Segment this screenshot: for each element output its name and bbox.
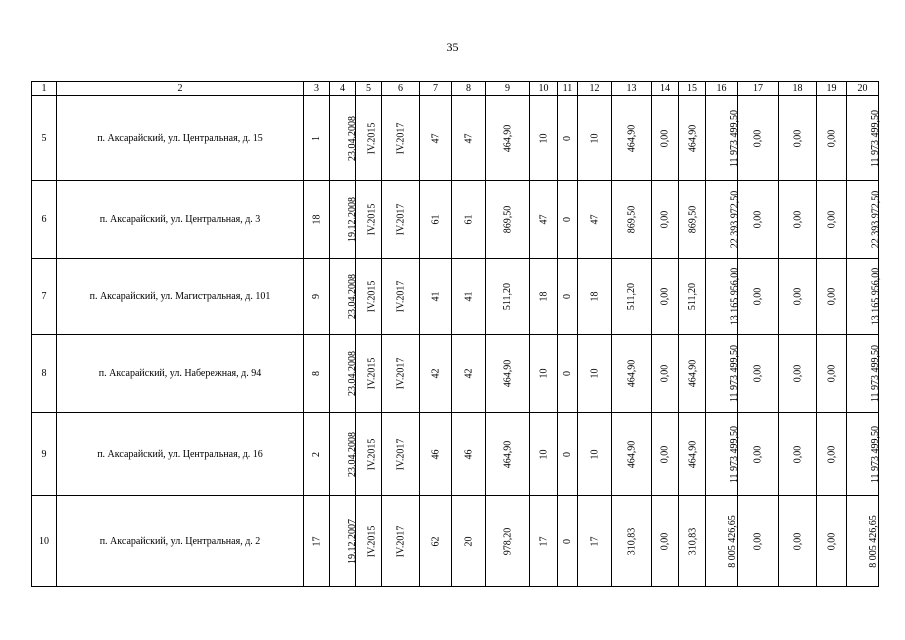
table-cell — [578, 413, 612, 496]
table-cell — [612, 413, 652, 496]
cell-value: 47 — [538, 214, 549, 225]
cell-value: 0 — [562, 217, 573, 222]
cell-value: 0,00 — [659, 129, 671, 147]
column-header: 6 — [382, 82, 420, 96]
table-cell — [847, 496, 879, 587]
table-cell — [420, 335, 452, 413]
cell-value: 0 — [562, 538, 573, 544]
cell-value: 0,00 — [792, 364, 803, 383]
cell-value: 8 005 426,65 — [726, 514, 738, 568]
address-cell: п. Аксарайский, ул. Магистральная, д. 101 — [57, 259, 304, 335]
table-cell — [382, 259, 420, 335]
table-cell — [330, 496, 356, 587]
table-cell — [779, 259, 817, 335]
table-cell — [356, 413, 382, 496]
cell-value: 0,00 — [659, 287, 671, 306]
cell-value: 20 — [463, 536, 474, 546]
cell-value: 464,90 — [502, 440, 513, 468]
cell-value: IV.2015 — [366, 438, 378, 470]
table-cell — [738, 259, 779, 335]
table-row — [32, 413, 879, 496]
cell-value: 18 — [589, 291, 600, 302]
cell-value: IV.2015 — [366, 280, 378, 313]
cell-value: 0 — [562, 135, 573, 141]
table-cell — [578, 181, 612, 259]
data-table — [31, 81, 882, 587]
cell-value: 0,00 — [826, 445, 837, 463]
row-number-cell: 8 — [32, 335, 57, 413]
cell-value: IV.2017 — [394, 122, 406, 154]
table-cell — [420, 96, 452, 181]
cell-value: 42 — [430, 368, 441, 379]
column-header: 9 — [486, 82, 530, 96]
cell-value: 0 — [562, 451, 573, 457]
address-cell: п. Аксарайский, ул. Центральная, д. 15 — [57, 96, 304, 181]
cell-value: 17 — [589, 536, 600, 546]
cell-value: 0,00 — [659, 445, 671, 463]
cell-value: 13 165 956,00 — [870, 267, 882, 326]
cell-value: 464,90 — [687, 124, 699, 152]
column-header: 5 — [356, 82, 382, 96]
address-cell: п. Аксарайский, ул. Центральная, д. 16 — [57, 413, 304, 496]
table-cell — [304, 413, 330, 496]
column-header: 17 — [738, 82, 779, 96]
table-cell — [706, 96, 741, 181]
table-cell — [578, 259, 612, 335]
table-cell — [452, 496, 486, 587]
table-cell — [382, 335, 420, 413]
cell-value: 19.12.2008 — [347, 197, 358, 242]
column-header: 14 — [652, 82, 679, 96]
cell-value: 0,00 — [792, 445, 803, 463]
cell-value: 18 — [311, 214, 322, 225]
table-cell — [330, 335, 356, 413]
cell-value: IV.2015 — [366, 122, 378, 154]
cell-value: 47 — [430, 133, 441, 143]
table-cell — [779, 96, 817, 181]
table-cell — [558, 496, 578, 587]
row-number-cell: 7 — [32, 259, 57, 335]
table-cell — [382, 413, 420, 496]
table-cell — [452, 181, 486, 259]
table-cell — [420, 496, 452, 587]
cell-value: 11 973 499,50 — [729, 109, 741, 167]
table-cell — [779, 496, 817, 587]
table-cell — [356, 259, 382, 335]
table-cell — [652, 335, 679, 413]
table-cell — [652, 413, 679, 496]
table-cell — [817, 413, 847, 496]
table-cell — [558, 413, 578, 496]
table-cell — [356, 181, 382, 259]
table-cell — [817, 496, 847, 587]
cell-value: 47 — [589, 214, 600, 225]
column-header: 10 — [530, 82, 558, 96]
cell-value: IV.2017 — [394, 357, 406, 390]
cell-value: 62 — [430, 536, 441, 546]
cell-value: IV.2015 — [366, 357, 378, 390]
cell-value: 1 — [311, 135, 322, 141]
cell-value: 11 973 499,50 — [729, 425, 741, 483]
table-cell — [578, 96, 612, 181]
table-cell — [304, 496, 330, 587]
cell-value: 11 973 499,50 — [870, 344, 882, 403]
cell-value: 8 005 426,65 — [867, 514, 879, 568]
table-cell — [652, 496, 679, 587]
cell-value: 0,00 — [752, 532, 764, 550]
table-cell — [530, 181, 558, 259]
table-cell — [578, 496, 612, 587]
table-cell — [679, 335, 706, 413]
table-cell — [847, 96, 882, 181]
cell-value: 511,20 — [687, 282, 699, 311]
cell-value: 0 — [562, 294, 573, 299]
table-cell — [382, 181, 420, 259]
column-header: 8 — [452, 82, 486, 96]
column-header: 16 — [706, 82, 738, 96]
cell-value: 310,83 — [626, 527, 637, 555]
table-cell — [452, 259, 486, 335]
table-cell — [847, 413, 882, 496]
table-cell — [817, 335, 847, 413]
table-cell — [652, 96, 679, 181]
table-cell — [578, 335, 612, 413]
cell-value: 0,00 — [826, 287, 837, 306]
table-cell — [356, 335, 382, 413]
table-cell — [817, 96, 847, 181]
table-cell — [486, 496, 530, 587]
table-cell — [706, 413, 741, 496]
cell-value: 22 393 972,50 — [870, 190, 882, 249]
cell-value: 19.12.2007 — [347, 518, 358, 564]
table-cell — [486, 259, 530, 335]
cell-value: 41 — [430, 291, 441, 302]
cell-value: 978,20 — [502, 527, 513, 555]
table-cell — [817, 181, 847, 259]
column-header: 7 — [420, 82, 452, 96]
table-cell — [679, 181, 706, 259]
table-cell — [706, 496, 738, 587]
cell-value: 23.04.2008 — [347, 115, 358, 161]
table-cell — [847, 259, 882, 335]
cell-value: 0,00 — [792, 129, 803, 147]
table-cell — [612, 496, 652, 587]
cell-value: 0,00 — [826, 532, 837, 550]
cell-value: 42 — [463, 368, 474, 379]
cell-value: 464,90 — [626, 359, 637, 388]
table-cell — [679, 496, 706, 587]
column-header: 11 — [558, 82, 578, 96]
cell-value: 17 — [311, 536, 322, 546]
table-row — [32, 335, 879, 413]
address-cell: п. Аксарайский, ул. Центральная, д. 2 — [57, 496, 304, 587]
table-cell — [779, 413, 817, 496]
table-cell — [706, 335, 741, 413]
table-cell — [420, 413, 452, 496]
cell-value: 0,00 — [752, 287, 764, 306]
cell-value: 869,50 — [626, 205, 637, 234]
table-cell — [420, 181, 452, 259]
table-cell — [304, 259, 330, 335]
column-header: 4 — [330, 82, 356, 96]
cell-value: 23.04.2008 — [347, 274, 358, 319]
cell-value: IV.2015 — [366, 203, 378, 236]
cell-value: 869,50 — [502, 205, 513, 234]
cell-value: 869,50 — [687, 205, 699, 234]
table-cell — [652, 181, 679, 259]
cell-value: 0,00 — [752, 129, 764, 147]
cell-value: IV.2017 — [394, 203, 406, 236]
table-row — [32, 496, 879, 587]
cell-value: 0,00 — [826, 210, 837, 229]
table-cell — [738, 96, 779, 181]
cell-value: 10 — [538, 368, 549, 379]
cell-value: 8 — [311, 371, 322, 376]
cell-value: 9 — [311, 294, 322, 299]
table-row — [32, 96, 879, 181]
cell-value: 22 393 972,50 — [729, 190, 741, 249]
table-cell — [382, 96, 420, 181]
table-cell — [817, 259, 847, 335]
table-cell — [847, 335, 882, 413]
table-cell — [330, 96, 356, 181]
table-cell — [304, 181, 330, 259]
table-cell — [738, 335, 779, 413]
table-cell — [612, 96, 652, 181]
column-header: 19 — [817, 82, 847, 96]
table-cell — [679, 259, 706, 335]
table-cell — [706, 259, 741, 335]
column-header: 15 — [679, 82, 706, 96]
address-cell: п. Аксарайский, ул. Набережная, д. 94 — [57, 335, 304, 413]
cell-value: 17 — [538, 536, 549, 546]
table-cell — [452, 413, 486, 496]
column-header: 18 — [779, 82, 817, 96]
table-cell — [612, 181, 652, 259]
cell-value: 0,00 — [826, 364, 837, 383]
column-header: 2 — [57, 82, 304, 96]
table-row — [32, 181, 879, 259]
table-cell — [652, 259, 679, 335]
cell-value: 511,20 — [625, 282, 637, 311]
table-cell — [452, 335, 486, 413]
cell-value: 464,90 — [687, 359, 699, 388]
cell-value: 0,00 — [826, 129, 837, 147]
table-cell — [486, 181, 530, 259]
table-cell — [304, 335, 330, 413]
cell-value: 464,90 — [502, 359, 513, 388]
cell-value: IV.2015 — [366, 525, 378, 557]
cell-value: 11 973 499,50 — [729, 344, 741, 403]
cell-value: 0,00 — [752, 210, 764, 229]
cell-value: 61 — [463, 214, 474, 225]
cell-value: 0 — [562, 371, 573, 376]
cell-value: 23.04.2008 — [347, 431, 358, 477]
cell-value: 0,00 — [659, 532, 671, 550]
table-cell — [738, 181, 779, 259]
table-cell — [738, 413, 779, 496]
cell-value: 0,00 — [752, 364, 764, 383]
table-cell — [706, 181, 741, 259]
table-cell — [486, 335, 530, 413]
page-number: 35 — [446, 40, 459, 54]
cell-value: 46 — [463, 449, 474, 459]
cell-value: 0,00 — [752, 445, 764, 463]
table-cell — [558, 181, 578, 259]
column-header: 12 — [578, 82, 612, 96]
table-cell — [330, 181, 356, 259]
cell-value: 10 — [589, 449, 600, 459]
table-cell — [304, 96, 330, 181]
table-cell — [486, 413, 530, 496]
row-number-cell: 10 — [32, 496, 57, 587]
table-cell — [679, 413, 706, 496]
table-cell — [530, 335, 558, 413]
cell-value: 10 — [589, 368, 600, 379]
table-cell — [558, 259, 578, 335]
table-cell — [679, 96, 706, 181]
row-number-cell: 9 — [32, 413, 57, 496]
table-cell — [356, 96, 382, 181]
table-cell — [847, 181, 882, 259]
table-cell — [530, 259, 558, 335]
table-cell — [486, 96, 530, 181]
cell-value: 13 165 956,00 — [729, 267, 741, 326]
row-number-cell: 5 — [32, 96, 57, 181]
table-cell — [420, 259, 452, 335]
cell-value: 511,20 — [501, 282, 513, 311]
column-header: 1 — [32, 82, 57, 96]
table-row — [32, 259, 879, 335]
cell-value: 46 — [430, 449, 441, 459]
cell-value: 47 — [463, 133, 474, 143]
cell-value: 0,00 — [792, 532, 803, 550]
table-cell — [330, 259, 356, 335]
cell-value: 10 — [589, 133, 600, 143]
table-cell — [530, 496, 558, 587]
column-header: 13 — [612, 82, 652, 96]
cell-value: 11 973 499,50 — [870, 109, 882, 167]
cell-value: 0,00 — [792, 287, 803, 306]
table-cell — [612, 335, 652, 413]
row-number-cell: 6 — [32, 181, 57, 259]
cell-value: 0,00 — [659, 210, 671, 229]
cell-value: 464,90 — [626, 124, 637, 152]
column-header: 20 — [847, 82, 879, 96]
cell-value: 464,90 — [626, 440, 637, 468]
cell-value: IV.2017 — [394, 438, 406, 470]
table-cell — [356, 496, 382, 587]
table-cell — [779, 181, 817, 259]
cell-value: 464,90 — [502, 124, 513, 152]
table-cell — [612, 259, 652, 335]
table-cell — [330, 413, 356, 496]
cell-value: IV.2017 — [394, 525, 406, 557]
cell-value: 10 — [538, 449, 549, 459]
table-cell — [530, 96, 558, 181]
cell-value: 41 — [463, 291, 474, 302]
table-cell — [452, 96, 486, 181]
cell-value: 0,00 — [659, 364, 671, 383]
cell-value: 10 — [538, 133, 549, 143]
table-cell — [382, 496, 420, 587]
column-header: 3 — [304, 82, 330, 96]
table-cell — [558, 335, 578, 413]
header-row — [32, 82, 879, 96]
cell-value: 61 — [430, 214, 441, 225]
cell-value: 11 973 499,50 — [870, 425, 882, 483]
cell-value: 18 — [538, 291, 549, 302]
cell-value: 0,00 — [792, 210, 803, 229]
table-cell — [738, 496, 779, 587]
table-cell — [558, 96, 578, 181]
cell-value: 2 — [311, 451, 322, 457]
cell-value: IV.2017 — [394, 280, 406, 313]
address-cell: п. Аксарайский, ул. Центральная, д. 3 — [57, 181, 304, 259]
cell-value: 23.04.2008 — [347, 351, 358, 396]
cell-value: 464,90 — [687, 440, 699, 468]
table-cell — [530, 413, 558, 496]
table-cell — [779, 335, 817, 413]
cell-value: 310,83 — [687, 527, 699, 555]
